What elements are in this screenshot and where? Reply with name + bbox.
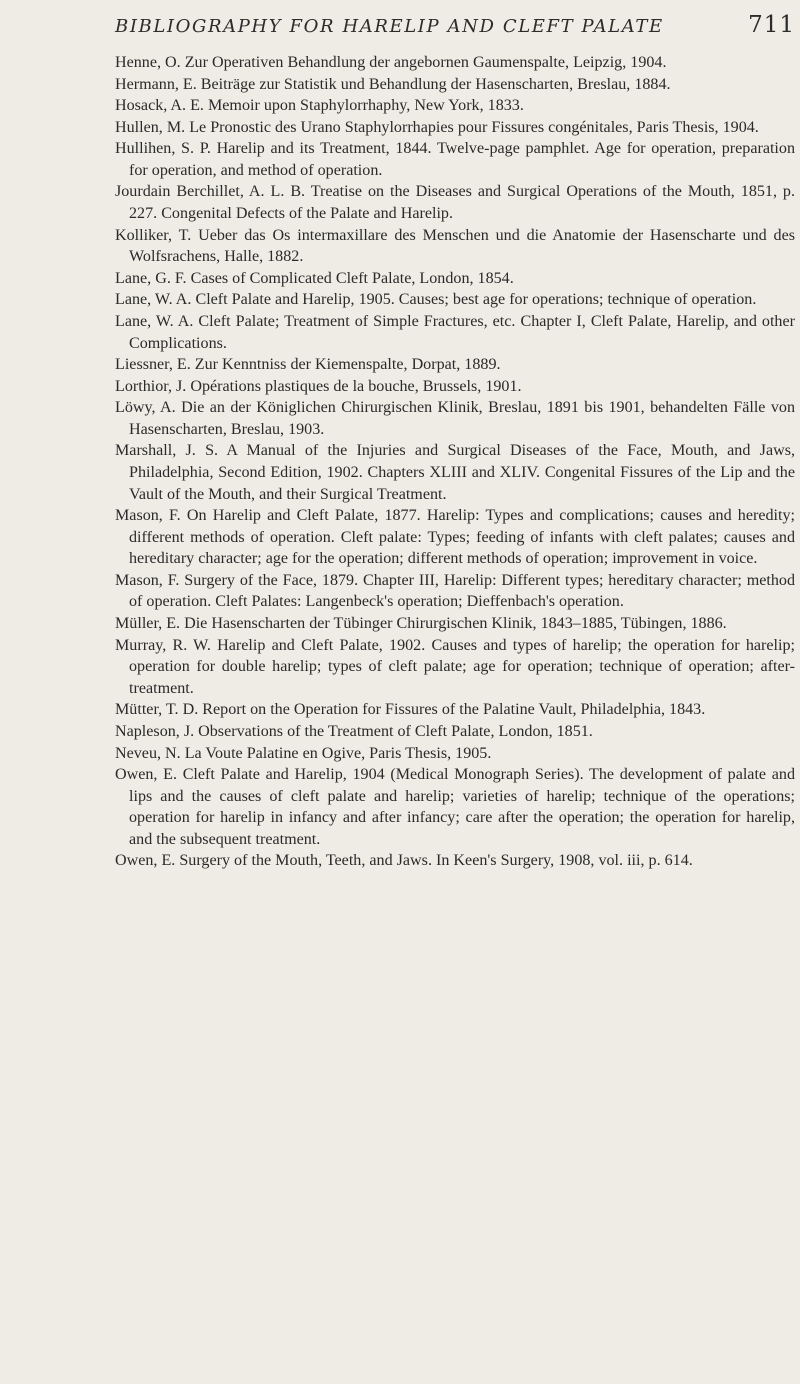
bibliography-entry: Marshall, J. S. A Manual of the Injuries and Surgical Diseases of the Face, Mouth, and Jaws, Philadelphia, Second Edition, 1902. Chapters XLIII and XLIV. Congenital Fissures of the Lip and the Vault of the Mouth, and their Surgical Treatment. — [115, 442, 795, 503]
bibliography-entry: Müller, E. Die Hasenscharten der Tübinger Chirurgischen Klinik, 1843–1885, Tübingen, 1886. — [115, 615, 727, 633]
running-head — [115, 12, 795, 40]
bibliography-entry: Napleson, J. Observations of the Treatment of Cleft Palate, London, 1851. — [115, 722, 593, 740]
bibliography-entry: Jourdain Berchillet, A. L. B. Treatise on the Diseases and Surgical Operations of the Mouth, 1851, p. 227. Congenital Defects of the Palate and Harelip. — [115, 183, 795, 223]
bibliography-list — [115, 52, 795, 872]
bibliography-entry: Henne, O. Zur Operativen Behandlung der angebornen Gaumenspalte, Leipzig, 1904. — [115, 54, 667, 71]
bibliography-entry: Lorthior, J. Opérations plastiques de la bouche, Brussels, 1901. — [115, 377, 522, 395]
bibliography-entry: Hermann, E. Beiträge zur Statistik und Behandlung der Hasenscharten, Breslau, 1884. — [115, 75, 671, 93]
bibliography-entry: Murray, R. W. Harelip and Cleft Palate, 1902. Causes and types of harelip; the operation for harelip; operation for double harelip; types of cleft palate; age for operation; technique of operation; after-treatment. — [115, 636, 795, 697]
bibliography-entry: Mason, F. On Harelip and Cleft Palate, 1877. Harelip: Types and complications; causes and heredity; different methods of operation. Cleft palate: Types; feeding of infants with cleft palates; causes and hereditary character; age for the operation; different methods of operation; improvement in voice. — [115, 507, 795, 568]
bibliography-entry: Mason, F. Surgery of the Face, 1879. Chapter III, Harelip: Different types; hereditary character; method of operation. Cleft Palates: Langenbeck's operation; Dieffenbach's operation. — [115, 571, 795, 611]
bibliography-entry: Owen, E. Surgery of the Mouth, Teeth, and Jaws. In Keen's Surgery, 1908, vol. iii, p. 614. — [115, 852, 693, 870]
bibliography-entry: Mütter, T. D. Report on the Operation for Fissures of the Palatine Vault, Philadelphia, 1843. — [115, 701, 706, 719]
running-title: BIBLIOGRAPHY FOR HARELIP AND CLEFT PALATE — [115, 16, 664, 37]
bibliography-entry: Hullen, M. Le Pronostic des Urano Staphylorrhapies pour Fissures congénitales, Paris Thesis, 1904. — [115, 118, 759, 136]
bibliography-entry: Kolliker, T. Ueber das Os intermaxillare des Menschen und die Anatomie der Hasenscharte und des Wolfsrachens, Halle, 1882. — [115, 226, 795, 266]
bibliography-entry: Lane, W. A. Cleft Palate and Harelip, 1905. Causes; best age for operations; technique of operation. — [115, 291, 757, 309]
bibliography-entry: Neveu, N. La Voute Palatine en Ogive, Paris Thesis, 1905. — [115, 744, 492, 762]
bibliography-entry: Owen, E. Cleft Palate and Harelip, 1904 (Medical Monograph Series). The development of palate and lips and the causes of cleft palate and harelip; varieties of harelip; technique of the operations; operation for harelip in infancy and after infancy; care after the operation; the operation for harelip, and the subsequent treatment. — [115, 766, 795, 848]
bibliography-entry: Hosack, A. E. Memoir upon Staphylorrhaphy, New York, 1833. — [115, 97, 524, 115]
page-number: 711 — [748, 12, 795, 38]
bibliography-entry: Liessner, E. Zur Kenntniss der Kiemenspalte, Dorpat, 1889. — [115, 356, 501, 374]
bibliography-entry: Lane, W. A. Cleft Palate; Treatment of Simple Fractures, etc. Chapter I, Cleft Palate, Harelip, and other Complications. — [115, 312, 795, 352]
bibliography-entry: Lane, G. F. Cases of Complicated Cleft Palate, London, 1854. — [115, 269, 514, 287]
bibliography-entry: Hullihen, S. P. Harelip and its Treatment, 1844. Twelve-page pamphlet. Age for operation, preparation for operation, and method of operation. — [115, 140, 795, 179]
bibliography-entry: Löwy, A. Die an der Königlichen Chirurgischen Klinik, Breslau, 1891 bis 1901, behandelten Fälle von Hasenscharten, Breslau, 1903. — [115, 399, 795, 438]
